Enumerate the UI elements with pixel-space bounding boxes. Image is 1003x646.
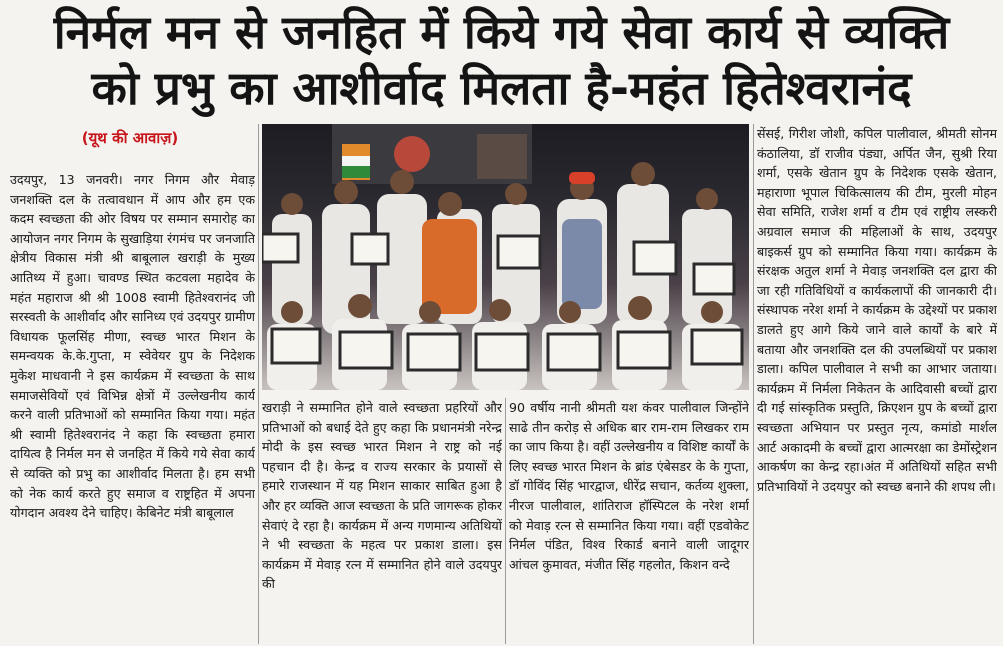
article-column-2 — [262, 398, 502, 642]
column-divider — [753, 124, 754, 644]
article-column-3 — [509, 398, 749, 642]
headline — [0, 4, 1003, 116]
headline-line-2: को प्रभु का आशीर्वाद मिलता है-महंत हितेश्वरानंद — [91, 61, 912, 115]
column-divider — [505, 398, 506, 644]
article-text: उदयपुर, 13 जनवरी। नगर निगम और मेवाड़ जनशक्ति दल के तत्वावधान में आप और हम एक कदम स्वच्छता की ओर विषय पर सम्मान समारोह का आयोजन नगर निगम के सुखाड़िया रंगमंच पर जनजाति क्षेत्रीय विकास मंत्री श्री बाबूलाल खराड़ी के मुख्य आतिथ्य में हुआ। चावण्ड स्थित कटवला महादेव के महंत महाराज श्री श्री 1008 स्वामी हितेश्वरानंद जी सरस्वती के आशीर्वाद और सानिध्य एवं उदयपुर ग्रामीण विधायक फूलसिंह मीणा, स्वच्छ भारत मिशन के समन्वयक के.के.गुप्ता, म स्वेवेयर ग्रुप के निदेशक मुकेश माधवानी ने इस कार्यक्रम में स्वच्छता के साथ समाजसेवियों एवं विभिन्न क्षेत्रों में उल्लेखनीय कार्य करने वाली प्रतिभाओं को सम्मानित किया गया। महंत श्री स्वामी हितेश्वरानंद ने कहा कि स्वच्छता हमारा दायित्व है निर्मल मन से जनहित में किये गये सेवा कार्य से व्यक्ति को प्रभु का आशीर्वाद मिलता है। हम सभी को नेक कार्य करते हुए समाज व राष्ट्रहित में अपना योगदान अवश्य देने चाहिए। केबिनेट मंत्री बाबूलाल — [10, 172, 255, 521]
article-text: सेंसई, गिरीश जोशी, कपिल पालीवाल, श्रीमती सोनम कंठालिया, डॉ राजीव पंड्या, अर्पित जैन, सुश्री रिया शर्मा, एसके खेतान ग्रुप के निदेशक एसके खेतान, महाराणा भूपाल चिकित्सालय की टीम, मुरली मोहन सेवा समिति, राजेश शर्मा व टीम एवं राष्ट्रीय लस्करी अग्रवाल समाज की महिलाओं के साथ, उदयपुर बाइकर्स ग्रुप को सम्मानित किया गया। कार्यक्रम के संरक्षक अतुल शर्मा ने मेवाड़ जनशक्ति दल द्वारा की जा रही गतिविधियों व कार्यकलापों की जानकारी दी। संस्थापक नरेश शर्मा ने कार्यक्रम के उद्देश्यों पर प्रकाश डालते हुए आगे किये जाने वाले कार्यों के बारे में बताया और जनशक्ति दल की उपलब्धियों पर प्रकाश डाला। कपिल पालीवाल ने सभी का आभार जताया। कार्यक्रम में निर्मला निकेतन के आदिवासी बच्चों द्वारा दी गई सांस्कृतिक प्रस्तुति, क्रिएशन ग्रुप के बच्चों द्वारा स्वच्छता अभियान पर प्रस्तुत नृत्य, कमांडो मार्शल आर्ट अकादमी के बच्चों द्वारा आत्मरक्षा का डेमोंस्ट्रेशन आकर्षण का केन्द्र रहा।अंत में अतिथियों सहित सभी प्रतिभावियों ने उदयपुर को स्वच्छ बनाने की शपथ ली। — [757, 126, 997, 494]
headline-line-1: निर्मल मन से जनहित में किये गये सेवा कार्य से व्यक्ति — [53, 5, 950, 59]
article-text: 90 वर्षीय नानी श्रीमती यश कंवर पालीवाल जिन्होंने साढे तीन करोड़ से अधिक बार राम-राम लिखकर राम का जाप किया है। वहीं उल्लेखनीय व विशिष्ट कार्यों के लिए स्वच्छ भारत मिशन के ब्रांड एंबेसडर के के गुप्ता, डॉ गोविंद सिंह भारद्वाज, धीरेंद्र सचान, कर्तव्य शुक्ला, नीरज पालीवाल, शांतिराज हॉस्पिटल के नरेश शर्मा को मेवाड़ रत्न से सम्मानित किया गया। वहीं एडवोकेट निर्मल पंडित, विश्व रिकार्ड बनाने वाली जादूगर आंचल कुमावत, मंजीत सिंह गहलोत, किशन वन्दे — [509, 400, 749, 572]
article-column-1 — [10, 170, 255, 640]
saffron-robe — [422, 219, 477, 314]
column-divider — [258, 124, 259, 644]
event-photo-illustration — [262, 124, 749, 390]
article-text: खराड़ी ने सम्मानित होने वाले स्वच्छता प्रहरियों और प्रतिभाओं को बधाई देते हुए कहा कि प्रधानमंत्री नरेन्द्र मोदी के इस स्वच्छ भारत मिशन ने राष्ट्र को नई पहचान दी है। केन्द्र व राज्य सरकार के प्रयासों से हमारे राजस्थान में यह मिशन साकार साबित हुआ है और हर व्यक्ति आज स्वच्छता के प्रति जागरूक होकर सेवाएं दे रहा है। कार्यक्रम में अन्य गणमान्य अतिथियों ने भी स्वच्छता के महत्व पर प्रकाश डाला। इस कार्यक्रम में मेवाड़ रत्न में सम्मानित होने वाले उदयपुर की — [262, 400, 502, 592]
source-tag: (यूथ की आवाज़) — [81, 129, 179, 147]
event-photo — [262, 124, 749, 390]
article-column-4 — [757, 124, 997, 642]
